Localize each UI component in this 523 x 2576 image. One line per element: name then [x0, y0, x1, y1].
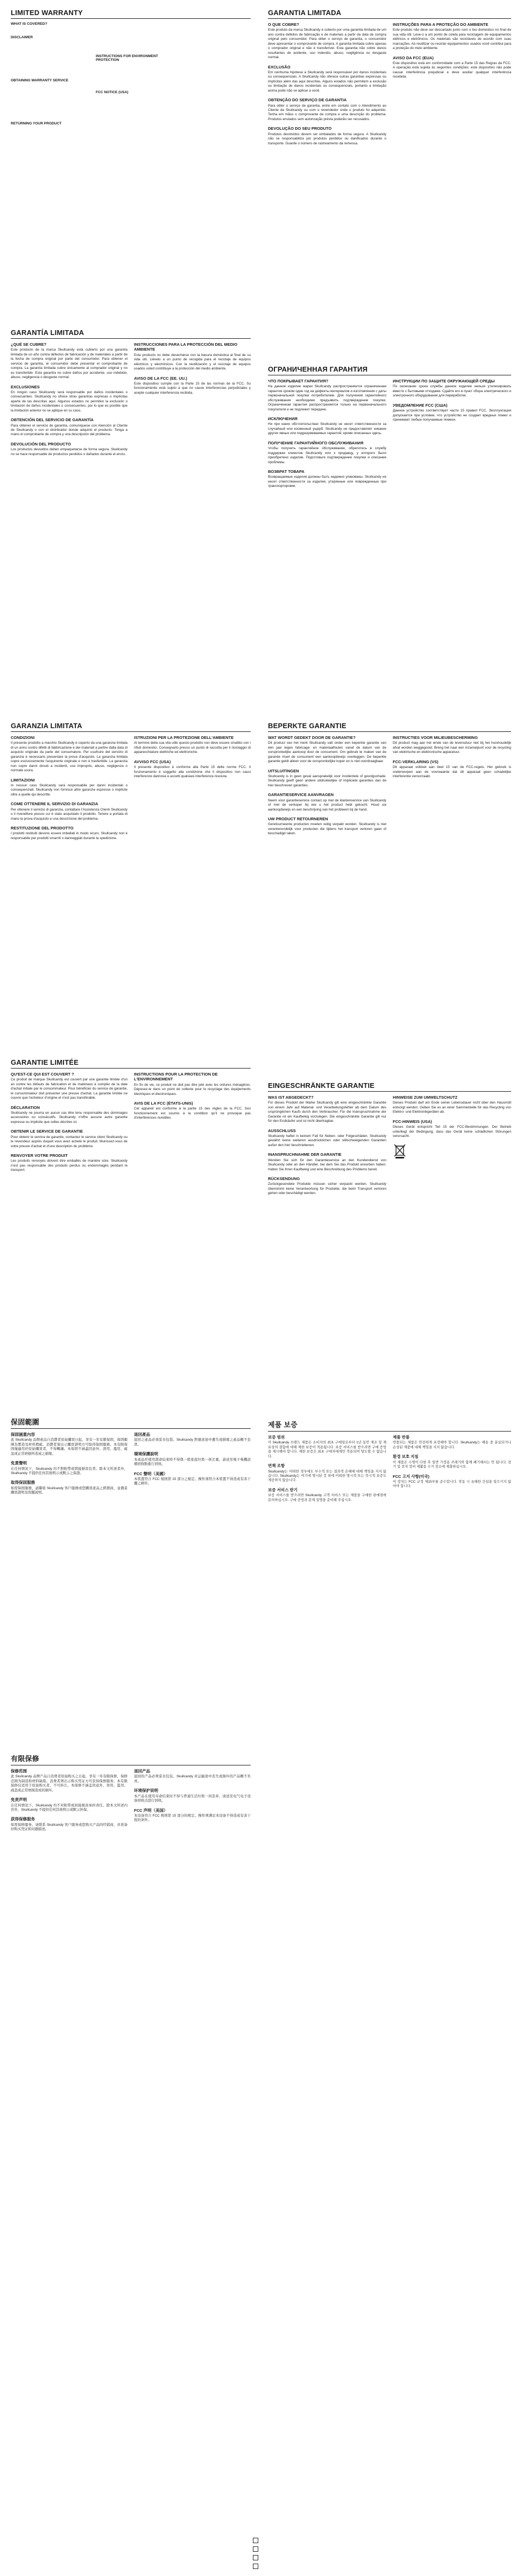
section-body: Dit product mag aan het einde van de levensduur niet bij het huishoudelijk afval worden weggegooid. Breng het naar een inzamelpunt voor de recycling van elektrische en elektronische apparatuur. [393, 741, 511, 755]
section-heading: ISTRUZIONI PER LA PROTEZIONE DELL'AMBIENTE [134, 735, 234, 740]
panel-title: GARANTIE LIMITÉE [11, 1058, 251, 1069]
section-heading: INSTRUCTIES VOOR MILIEUBESCHERMING [393, 735, 478, 740]
section-body: Dieses Produkt darf am Ende seiner Lebensdauer nicht über den Hausmüll entsorgt werden. Geben Sie es an einer Sammelstelle für das Recycling von Elektro- und Elektronikgeräten ab. [393, 1101, 511, 1114]
english-disclaimer: DISCLAIMER [11, 36, 33, 39]
section-body: 반품되는 제품은 안전하게 포장해야 합니다. Skullcandy는 배송 중 분실되거나 손상된 제품에 대해 책임을 지지 않습니다. [393, 1441, 511, 1449]
section-body: 이 제품은 수명이 다한 후 일반 가정용 쓰레기와 함께 폐기해서는 안 됩니다. 전기 및 전자 장비 재활용 수거 장소에 제출하십시오. [393, 1460, 511, 1469]
section-body: 退回之產品必須妥善包裝。Skullcandy 對運送途中遺失或損壞之產品概不負責。 [134, 1438, 251, 1447]
section-body: Ce produit de marque Skullcandy est couvert par une garantie limitée d'un an contre les défauts de fabrication et de matériaux à compter de la date d'achat initiale par le consommateur. Pour bénéficier du service de garantie, le consommateur doit présenter une preuve d'achat. La garantie limitée ne couvre que l'acheteur d'origine et n'est pas transférable. [11, 1078, 128, 1100]
section-body: 此 Skullcandy 品牌產品自消費者原始購買日起，享有一年有限保固，保固範圍為製造及材料瑕疵。消費者須出示購買證明方可取得保固服務。本有限保固僅適用於原始購買者，不得轉讓。本保固不涵蓋因意外、誤用、濫用、疏忽或正常磨損所造成之損壞。 [11, 1438, 128, 1456]
section-heading: FCC 声明（美国） [134, 1807, 168, 1813]
section-heading: ВОЗВРАТ ТОВАРА [268, 469, 305, 474]
section-body: Dit apparaat voldoet aan deel 15 van de FCC-regels. Het gebruik is onderworpen aan de voorwaarde dat dit apparaat geen schadelijke interferentie veroorzaakt. [393, 765, 511, 779]
section-heading: AVISO DA FCC (EUA) [393, 55, 434, 60]
section-body: Pour obtenir le service de garantie, contactez le service client Skullcandy ou le revendeur auprès duquel vous avez acheté le produit. Munissez-vous de votre preuve d'achat et d'une description du problème. [11, 1135, 128, 1148]
section-heading: DÉCLARATION [11, 1105, 40, 1110]
panel-title: 保固範圍 [11, 1416, 251, 1429]
section-heading: UW PRODUCT RETOURNEREN [268, 816, 328, 822]
section-heading: QU'EST-CE QUI EST COUVERT ? [11, 1072, 74, 1077]
section-body: Este produto não deve ser descartado junto com o lixo doméstico no final de sua vida útil. Leve-o a um ponto de coleta para reciclagem de equipamentos elétricos e eletrônicos. Os materiais são recicláveis de acordo com suas marcações. Ao reutilizar ou reciclar equipamentos usados você contribui para a proteção do meio ambiente. [393, 28, 511, 51]
panel-pt [262, 3, 518, 353]
panel-title: ОГРАНИЧЕННАЯ ГАРАНТИЯ [268, 365, 511, 375]
section-heading: 환경 보호 지침 [393, 1454, 419, 1460]
section-heading: ¿QUÉ SE CUBRE? [11, 342, 47, 347]
section-body: Skullcandy는 어떠한 경우에도 부수적 또는 결과적 손해에 대해 책임을 지지 않습니다. Skullcandy는 여기에 명시된 것 외에 어떠한 명시적 또는 묵시적 보증도 제공하지 않습니다. [268, 1469, 386, 1483]
section-heading: ИСКЛЮЧЕНИЯ [268, 416, 298, 422]
section-heading: 获得保修服务 [11, 1817, 35, 1822]
section-heading: AUSSCHLUSS [268, 1128, 296, 1133]
panel-ru [262, 360, 518, 672]
english-returning: RETURNING YOUR PRODUCT [11, 122, 62, 125]
section-heading: GARANTIESERVICE AANVRAGEN [268, 792, 334, 798]
section-heading: 保修范围 [11, 1769, 27, 1774]
section-heading: FCC 聲明（美國） [134, 1471, 168, 1476]
section-body: 在任何情况下，Skullcandy 均不对附带或间接损害承担责任。除本文所述内容外，Skullcandy 不提供任何其他明示或默示担保。 [11, 1803, 128, 1812]
section-body: Para obter o serviço de garantia, entre em contato com o Atendimento ao Cliente da Skullcandy ou com o revendedor onde o produto foi adquirido. Tenha em mãos o comprovante de compra e uma descrição do problema. Produtos enviados sem autorização prévia poderão ser recusados. [268, 103, 386, 121]
section-heading: FCC 고지 사항(미국) [393, 1474, 430, 1479]
section-body: Dit product van het merk Skullcandy valt onder een beperkte garantie van één jaar tegen fabricage- en materiaalfouten vanaf de datum van de oorspronkelijke aankoop door de consument. Om gebruik te maken van de garantie moet de consument een aankoopbewijs overleggen. De beperkte garantie geldt alleen voor de oorspronkelijke koper en is niet overdraagbaar. [268, 741, 386, 764]
section-heading: UITSLUITINGEN [268, 768, 299, 773]
section-body: По окончании срока службы данное изделие нельзя утилизировать вместе с бытовыми отходами. Сдайте его в пункт сбора электрического и электронного оборудования для переработки. [393, 385, 511, 398]
section-body: 退回的产品必须妥善包装。Skullcandy 对运输途中丢失或损坏的产品概不负责。 [134, 1775, 251, 1783]
section-body: 此 Skullcandy 品牌产品自消费者原始购买之日起，享有一年有限保修，保修范围为制造和材料缺陷。消费者须出示购买凭证方可获得保修服务。本有限保修仅适用于原始购买者，不可转让。本保修不涵盖因意外、误用、滥用、疏忽或正常磨损造成的损坏。 [11, 1775, 128, 1792]
panel-zh-tw [4, 1411, 257, 1691]
section-heading: EXCLUSÃO [268, 64, 291, 69]
section-heading: LIMITAZIONI [11, 777, 35, 783]
section-heading: FCC-VERKLARING (VS) [393, 759, 439, 764]
section-body: Per ottenere il servizio di garanzia, contattare l'Assistenza Clienti Skullcandy o il rivenditore presso cui è stato acquistato il prodotto. Tenere a portata di mano la prova d'acquisto e una descrizione del problema. [11, 807, 128, 821]
section-heading: 보증 서비스 받기 [268, 1487, 298, 1492]
section-body: En ningún caso Skullcandy será responsable por daños incidentales o consecuentes. Skullcandy no ofrece otras garantías expresas o implícitas aparte de las descritas aquí. Algunos estados no permiten la exclusión o limitación de daños incidentales o consecuentes, por lo que es posible que la limitación anterior no se aplique en su caso. [11, 390, 128, 413]
page-marker [253, 2546, 258, 2552]
section-body: Este produto da marca Skullcandy é coberto por uma garantia limitada de um ano contra defeitos de fabricação e de materiais a partir da data de compra original pelo consumidor. Para obter o serviço de garantia, o consumidor deve apresentar o comprovante de compra. A garantia limitada cobre apenas o comprador original e não é transferível. Esta garantia não cobre danos resultantes de acidente, uso indevido, abuso, negligência ou desgaste normal. [268, 28, 386, 60]
section-heading: 退回产品 [134, 1769, 150, 1774]
section-heading: 면책 조항 [268, 1463, 285, 1469]
section-heading: 環境保護說明 [134, 1451, 158, 1457]
weee-recycling-icon [393, 1143, 407, 1159]
section-body: 本产品在使用寿命结束时不得与普通生活垃圾一同丢弃，请送至电气电子设备回收点进行回收。 [134, 1794, 251, 1803]
section-body: Il presente dispositivo è conforme alla Parte 15 delle norme FCC. Il funzionamento è soggetto alla condizione che il dispositivo non causi interferenze dannose e accetti qualsiasi interferenza ricevuta. [134, 765, 251, 779]
panel-it [4, 716, 257, 975]
section-heading: 제품 반품 [393, 1435, 410, 1440]
section-body: Geretourneerde producten moeten veilig verpakt worden. Skullcandy is niet verantwoordelijk voor producten die tijdens het transport verloren gaan of beschadigd raken. [268, 822, 386, 836]
section-heading: OBTENIR LE SERVICE DE GARANTIE [11, 1129, 83, 1134]
section-body: Данное устройство соответствует части 15 правил FCC. Эксплуатация допускается при условии, что устройство не создает вредных помех и принимает любые получаемые помехи. [393, 409, 511, 422]
section-heading: RENVOYER VOTRE PRODUIT [11, 1153, 68, 1158]
section-body: Skullcandy haftet in keinem Fall für Neben- oder Folgeschäden. Skullcandy gewährt keine weiteren ausdrücklichen oder stillschweigenden Garantien außer den hier beschriebenen. [268, 1134, 386, 1147]
section-body: Чтобы получить гарантийное обслуживание, обратитесь в службу поддержки клиентов Skullcandy или к продавцу, у которого было приобретено изделие. Подготовьте подтверждение покупки и описание проблемы. [268, 446, 386, 464]
english-panel [4, 3, 257, 159]
section-heading: OBTENÇÃO DO SERVIÇO DE GARANTIA [268, 97, 347, 103]
section-heading: AVVISO FCC (USA) [134, 759, 171, 764]
section-heading: WAS IST ABGEDECKT? [268, 1095, 314, 1100]
section-heading: 免责声明 [11, 1797, 27, 1803]
section-heading: ПОЛУЧЕНИЕ ГАРАНТИЙНОГО ОБСЛУЖИВАНИЯ [268, 440, 364, 445]
panel-es [4, 323, 257, 566]
section-heading: FCC-HINWEIS (USA) [393, 1119, 432, 1124]
panel-title: 有限保修 [11, 1753, 251, 1765]
section-body: 如需保固服務，請聯絡 Skullcandy 客戶服務或您購買產品之經銷商，並備妥購買證明及問題說明。 [11, 1486, 128, 1495]
section-heading: 环境保护说明 [134, 1788, 158, 1793]
section-heading: RESTITUZIONE DEL PRODOTTO [11, 826, 74, 831]
section-heading: INANSPRUCHNAHME DER GARANTIE [268, 1152, 342, 1157]
section-heading: INSTRUCCIONES PARA LA PROTECCIÓN DEL MEDIO AMBIENTE [134, 342, 238, 352]
section-body: Este producto de la marca Skullcandy está cubierto por una garantía limitada de un año contra defectos de fabricación y de materiales a partir de la fecha de compra original por parte del consumidor. Para obtener el servicio de garantía, el consumidor debe presentar el comprobante de compra. La garantía limitada cubre únicamente al comprador original y no es transferible. Esta garantía no cubre daños por accidente, uso indebido, abuso, negligencia o desgaste normal. [11, 348, 128, 380]
section-body: I prodotti restituiti devono essere imballati in modo sicuro. Skullcandy non è responsabile per prodotti smarriti o danneggiati durante la spedizione. [11, 832, 128, 840]
page-marker [253, 2564, 258, 2569]
panel-title: GARANZIA LIMITATA [11, 722, 251, 732]
section-body: 보증 서비스를 받으려면 Skullcandy 고객 서비스 또는 제품을 구매한 판매점에 문의하십시오. 구매 증빙과 문제 설명을 준비해 주십시오. [268, 1493, 386, 1502]
section-heading: INSTRUÇÕES PARA A PROTEÇÃO DO AMBIENTE [393, 22, 489, 27]
section-body: Cet appareil est conforme à la partie 15 des règles de la FCC. Son fonctionnement est soumis à la condition qu'il ne provoque pas d'interférences nuisibles. [134, 1107, 251, 1120]
section-body: Este dispositivo está em conformidade com a Parte 15 das Regras da FCC. A operação está sujeita às seguintes condições: este dispositivo não pode causar interferência prejudicial e deve aceitar qualquer interferência recebida. [393, 61, 511, 79]
section-body: Neem voor garantieservice contact op met de klantenservice van Skullcandy of met de verkoper bij wie u het product hebt gekocht. Houd uw aankoopbewijs en een beschrijving van het probleem bij de hand. [268, 798, 386, 812]
panel-title: BEPERKTE GARANTIE [268, 722, 511, 732]
section-heading: RÜCKSENDUNG [268, 1176, 300, 1182]
section-body: Skullcandy is in geen geval aansprakelijk voor incidentele of gevolgschade. Skullcandy geeft geen andere uitdrukkelijke of impliciete garanties dan de hier beschreven garanties. [268, 774, 386, 787]
section-body: Il presente prodotto a marchio Skullcandy è coperto da una garanzia limitata di un anno contro difetti di fabbricazione e dei materiali a partire dalla data di acquisto originale da parte del consumatore. Per usufruire del servizio di garanzia è necessario presentare la prova d'acquisto. La garanzia limitata copre esclusivamente l'acquirente originale e non è trasferibile. La garanzia non copre danni dovuti a incidenti, uso improprio, abuso, negligenza o normale usura. [11, 741, 128, 773]
section-heading: 免責聲明 [11, 1461, 27, 1466]
section-heading: CONDIZIONI [11, 735, 35, 740]
section-body: 本產品於使用壽命結束時不得與一般家庭垃圾一併丟棄，請送至電子電機設備回收點進行回收。 [134, 1457, 251, 1467]
section-body: 이 Skullcandy 브랜드 제품은 소비자의 최초 구매일로부터 1년 동안 제조 및 재료상의 결함에 대해 제한 보증이 적용됩니다. 보증 서비스를 받으려면 구매 증빙을 제시해야 합니다. 제한 보증은 최초 구매자에게만 적용되며 양도할 수 없습니다. [268, 1441, 386, 1458]
section-body: Este producto no debe desecharse con la basura doméstica al final de su vida útil. Llévelo a un punto de recogida para el reciclaje de equipos eléctricos y electrónicos. Con la reutilización y el reciclaje de equipos usados usted contribuye a la protección del medio ambiente. [134, 353, 251, 371]
section-body: На данное изделие марки Skullcandy распространяется ограниченная гарантия сроком один год на дефекты материалов и изготовления с даты первоначальной покупки потребителем. Для получения гарантийного обслуживания необходимо предъявить подтверждение покупки. Ограниченная гарантия распространяется только на первоначального покупателя и не подлежит передаче. [268, 385, 386, 411]
section-body: 如需保修服务，请联系 Skullcandy 客户服务或您购买产品的经销商，并准备好购买凭证和问题描述。 [11, 1823, 128, 1832]
panel-ko [262, 1414, 518, 1672]
section-body: Al termine della sua vita utile questo prodotto non deve essere smaltito con i rifiuti domestici. Consegnarlo presso un punto di raccolta per il riciclaggio di apparecchiature elettriche ed elettroniche. [134, 741, 251, 755]
section-heading: УВЕДОМЛЕНИЕ FCC (США) [393, 402, 448, 408]
section-body: Ни при каких обстоятельствах Skullcandy не несет ответственности за случайный или косвенный ущерб. Skullcandy не предоставляет никаких других явных или подразумеваемых гарантий, кроме описанных здесь. [268, 422, 386, 436]
panel-title: 제품 보증 [268, 1419, 511, 1432]
section-body: En fin de vie, ce produit ne doit pas être jeté avec les ordures ménagères. Déposez-le dans un point de collecte pour le recyclage des équipements électriques et électroniques. [134, 1083, 251, 1096]
section-body: Skullcandy ne pourra en aucun cas être tenu responsable des dommages accessoires ou consécutifs. Skullcandy n'offre aucune autre garantie expresse ou implicite que celles décrites ici. [11, 1111, 128, 1124]
section-body: Em nenhuma hipótese a Skullcandy será responsável por danos incidentais ou consequenciais. A Skullcandy não oferece outras garantias expressas ou implícitas além das aqui descritas. Alguns estados não permitem a exclusão ou limitação de danos incidentais ou consequenciais, portanto a limitação acima pode não se aplicar a você. [268, 70, 386, 93]
panel-de [262, 1076, 518, 1367]
section-body: Dieses Gerät entspricht Teil 15 der FCC-Bestimmungen. Der Betrieb unterliegt der Bedingung, dass das Gerät keine schädlichen Störungen verursacht. [393, 1125, 511, 1139]
section-body: Les produits renvoyés doivent être emballés de manière sûre. Skullcandy n'est pas responsable des produits perdus ou endommagés pendant le transport. [11, 1159, 128, 1172]
section-body: Zurückgesendete Produkte müssen sicher verpackt werden. Skullcandy übernimmt keine Verantwortung für Produkte, die beim Transport verloren gehen oder beschädigt werden. [268, 1182, 386, 1196]
section-heading: AVIS DE LA FCC (ÉTATS-UNIS) [134, 1101, 193, 1106]
section-heading: ЧТО ПОКРЫВАЕТ ГАРАНТИЯ? [268, 379, 329, 383]
section-body: 本设备符合 FCC 规则第 15 部分的规定。操作须满足本设备不得造成有害干扰的条件。 [134, 1813, 251, 1823]
section-heading: ИНСТРУКЦИИ ПО ЗАЩИТЕ ОКРУЖАЮЩЕЙ СРЕДЫ [393, 379, 495, 383]
section-heading: 保固涵蓋內容 [11, 1432, 35, 1437]
section-body: Für dieses Produkt der Marke Skullcandy gilt eine eingeschränkte Garantie von einem Jahr auf Material- und Verarbeitungsfehler ab dem Datum des ursprünglichen Kaufs durch den Verbraucher. Für die Inanspruchnahme der Garantie ist ein Kaufbeleg vorzulegen. Die eingeschränkte Garantie gilt nur für den Erstkäufer und ist nicht übertragbar. [268, 1101, 386, 1123]
panel-fr [4, 1053, 257, 1279]
panel-nl [262, 716, 518, 1007]
english-instructions: INSTRUCTIONS FOR ENVIRONMENT PROTECTION [96, 54, 158, 62]
section-heading: O QUE COBRE? [268, 22, 299, 27]
section-heading: EXCLUSIONES [11, 384, 40, 389]
panel-zh-cn [4, 1748, 257, 2049]
section-heading: INSTRUCTIONS POUR LA PROTECTION DE L'ENVIRONNEMENT [134, 1072, 218, 1082]
panel-title: GARANTÍA LIMITADA [11, 329, 251, 339]
page-marker [253, 2555, 258, 2560]
section-heading: OBTENCIÓN DEL SERVICIO DE GARANTÍA [11, 417, 94, 423]
section-heading: 退回產品 [134, 1432, 150, 1437]
english-service: OBTAINING WARRANTY SERVICE [11, 79, 68, 82]
panel-title: EINGESCHRÄNKTE GARANTIE [268, 1081, 511, 1092]
page-markers [253, 2538, 269, 2572]
section-heading: WAT WORDT GEDEKT DOOR DE GARANTIE? [268, 735, 356, 740]
section-body: 이 장치는 FCC 규정 제15부를 준수합니다. 작동 시 유해한 간섭을 일으키지 않아야 합니다. [393, 1479, 511, 1489]
english-title: LIMITED WARRANTY [11, 9, 251, 19]
english-subtitle: WHAT IS COVERED? [11, 22, 47, 26]
section-body: Para obtener el servicio de garantía, comuníquese con Atención al Cliente de Skullcandy o con el distribuidor donde adquirió el producto. Tenga a mano el comprobante de compra y una descripción del problema. [11, 423, 128, 437]
section-heading: 보증 범위 [268, 1435, 285, 1440]
section-body: Produtos devolvidos devem ser embalados de forma segura. A Skullcandy não se responsabiliza por produtos perdidos ou danificados durante o transporte. Guarde o número de rastreamento da remessa. [268, 132, 386, 145]
section-heading: DEVOLUÇÃO DO SEU PRODUTO [268, 126, 332, 131]
panel-title: GARANTIA LIMITADA [268, 9, 511, 19]
section-body: 本裝置符合 FCC 規則第 15 部分之規定。操作須符合本裝置不得造成有害干擾之條件。 [134, 1477, 251, 1486]
section-body: Los productos devueltos deben empaquetarse de forma segura. Skullcandy no se hace responsable de productos perdidos o dañados durante el envío. [11, 448, 128, 456]
section-heading: DEVOLUCIÓN DEL PRODUCTO [11, 441, 71, 446]
english-fcc: FCC NOTICE (USA) [96, 90, 129, 94]
section-heading: COME OTTENERE IL SERVIZIO DI GARANZIA [11, 801, 98, 807]
section-body: In nessun caso Skullcandy sarà responsabile per danni incidentali o consequenziali. Skullcandy non fornisce altre garanzie espresse o implicite oltre a quelle qui descritte. [11, 783, 128, 797]
section-body: Wenden Sie sich für den Garantieservice an den Kundendienst von Skullcandy oder an den Händler, bei dem Sie das Produkt erworben haben. Halten Sie Ihren Kaufbeleg und eine Beschreibung des Problems bereit. [268, 1158, 386, 1171]
section-body: Возвращаемые изделия должны быть надежно упакованы. Skullcandy не несет ответственности за изделия, утерянные или поврежденные при транспортировке. [268, 475, 386, 488]
section-body: Este dispositivo cumple con la Parte 15 de las normas de la FCC. Su funcionamiento está sujeto a que no cause interferencias perjudiciales y acepte cualquier interferencia recibida. [134, 381, 251, 395]
section-heading: 取得保固服務 [11, 1480, 35, 1485]
section-body: 在任何情況下，Skullcandy 均不對附帶或間接損害負責。除本文所述者外，Skullcandy 不提供任何其他明示或默示之保證。 [11, 1467, 128, 1476]
section-heading: HINWEISE ZUM UMWELTSCHUTZ [393, 1095, 458, 1100]
section-heading: AVISO DE LA FCC (EE. UU.) [134, 375, 187, 381]
page-marker [253, 2538, 258, 2543]
